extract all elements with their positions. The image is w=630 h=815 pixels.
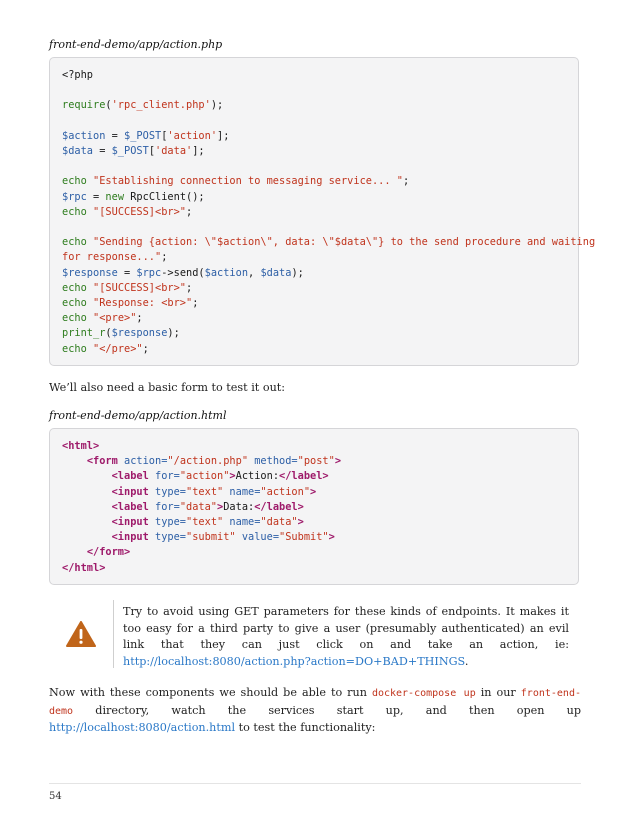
- code-token: >: [328, 531, 335, 544]
- code-token: value=: [235, 531, 280, 544]
- code-token: for=: [148, 500, 180, 513]
- code-token: <input: [111, 485, 149, 498]
- code-token: $action: [62, 129, 106, 142]
- docker-compose-code: docker-compose up: [371, 688, 476, 699]
- code-line: [62, 530, 566, 545]
- code-token: echo: [62, 312, 87, 325]
- code-token: ;: [136, 312, 143, 325]
- code-line: [62, 266, 566, 281]
- code-token: "submit": [186, 531, 236, 544]
- code-line: [62, 68, 566, 83]
- code-token: [: [148, 144, 156, 157]
- code-token: <?php: [62, 69, 93, 81]
- html-file-caption: front-end-demo/app/action.html: [49, 409, 227, 422]
- code-token: <label: [111, 500, 149, 513]
- form-intro-paragraph: We’ll also need a basic form to test it out:: [49, 381, 286, 394]
- code-line: [62, 190, 566, 205]
- code-token: ;: [402, 175, 410, 188]
- code-token: $_POST: [124, 129, 162, 142]
- code-line: [62, 159, 566, 174]
- code-token: "text": [186, 516, 224, 529]
- code-token: print_r: [62, 327, 106, 340]
- code-token: =: [117, 266, 137, 279]
- code-token: echo: [62, 236, 87, 249]
- code-token: for response...": [62, 251, 162, 264]
- code-token: >: [334, 455, 342, 468]
- code-token: >: [310, 485, 317, 498]
- code-line: [62, 281, 566, 296]
- warning-text: Try to avoid using GET parameters for these kinds of endpoints. It makes it too easy for a third party to give a user (presumably authenticated) an evil link that they can just click on and take an action, ie: http://localhost:8080/action.php?action=DO+BAD+THINGS.: [123, 605, 569, 668]
- code-token: for=: [148, 470, 180, 483]
- code-token: ->send(: [161, 266, 205, 279]
- page-number: 54: [49, 791, 62, 802]
- code-token: );: [210, 99, 224, 112]
- code-token: require: [62, 99, 106, 112]
- code-token: echo: [62, 342, 87, 355]
- warning-body: Try to avoid using GET parameters for these kinds of endpoints. It makes it too easy for a third party to give a user (presumably authenticated) an evil link that they can just click on and take an action, ie:: [123, 605, 569, 651]
- code-line: [62, 144, 566, 159]
- code-token: [62, 516, 112, 528]
- action-html-link[interactable]: http://localhost:8080/action.html: [49, 721, 236, 734]
- code-token: echo: [62, 281, 87, 294]
- warning-divider: [113, 600, 114, 668]
- code-token: name=: [223, 516, 261, 529]
- php-code-block: [49, 57, 596, 366]
- code-line: [62, 500, 566, 515]
- code-token: "action": [260, 485, 311, 498]
- code-token: "[SUCCESS]<br>": [93, 281, 187, 294]
- code-token: "data": [179, 500, 218, 513]
- code-token: [62, 501, 112, 513]
- code-token: );: [291, 266, 304, 279]
- code-token: =: [86, 190, 106, 203]
- code-token: <input: [111, 516, 149, 529]
- code-token: echo: [62, 205, 87, 218]
- code-token: "</pre>": [93, 342, 143, 355]
- code-token: ;: [192, 296, 199, 309]
- warning-triangle-icon: [66, 621, 96, 647]
- directory-code: front-end-demo: [49, 688, 581, 717]
- code-token: 'action': [167, 129, 218, 142]
- code-token: [62, 455, 87, 467]
- code-line: [62, 220, 566, 235]
- code-line: [62, 235, 596, 250]
- code-line: [62, 545, 566, 560]
- code-token: ,: [248, 266, 261, 279]
- code-token: </form>: [86, 546, 131, 559]
- code-line: [62, 326, 566, 341]
- code-token: >: [217, 500, 224, 513]
- code-line: [62, 485, 566, 500]
- code-token: ];: [217, 129, 230, 142]
- code-token: $data: [62, 144, 93, 157]
- php-file-caption: front-end-demo/app/action.php: [49, 38, 223, 51]
- code-token: name=: [223, 485, 261, 498]
- code-token: [: [161, 129, 168, 142]
- code-token: [62, 486, 112, 498]
- code-token: ;: [142, 342, 149, 355]
- code-token: "<pre>": [93, 312, 137, 325]
- code-token: );: [167, 327, 180, 340]
- code-token: RpcClient();: [124, 190, 205, 203]
- code-token: "Establishing connection to messaging service... ": [93, 175, 403, 188]
- code-token: [62, 531, 112, 543]
- code-token: "/action.php": [167, 455, 249, 468]
- code-token: type=: [148, 531, 187, 544]
- code-line: [62, 296, 566, 311]
- run-instructions-paragraph: Now with these components we should be able to run docker-compose up in our front-end-demo directory, watch the services start up, and then open up http://localhost:8080/action.html to test the functionality:: [49, 686, 581, 734]
- code-token: ;: [186, 281, 193, 294]
- code-token: [62, 546, 87, 558]
- code-token: $rpc: [136, 266, 162, 279]
- code-token: new: [105, 190, 125, 203]
- code-token: <input: [111, 531, 149, 544]
- code-token: <label: [111, 470, 149, 483]
- code-line: [62, 129, 566, 144]
- code-line: [62, 83, 566, 98]
- code-line: [62, 205, 566, 220]
- code-token: echo: [62, 296, 87, 309]
- code-token: type=: [148, 485, 187, 498]
- code-token: "action": [179, 470, 230, 483]
- code-token: "Submit": [279, 531, 329, 544]
- code-token: =: [93, 144, 112, 157]
- code-line: [62, 311, 566, 326]
- code-token: =: [105, 129, 125, 142]
- code-token: <html>: [62, 440, 100, 452]
- code-token: Action:: [235, 470, 280, 483]
- code-line: [62, 515, 566, 530]
- code-token: "Response: <br>": [93, 296, 193, 309]
- code-token: $_POST: [111, 144, 149, 157]
- code-token: ;: [161, 251, 168, 264]
- code-line: [62, 342, 566, 357]
- code-token: $response: [62, 266, 118, 279]
- code-line: [62, 469, 566, 484]
- code-token: $rpc: [62, 190, 87, 203]
- html-code-block: [49, 428, 579, 585]
- code-token: </html>: [62, 561, 106, 574]
- code-token: 'rpc_client.php': [111, 99, 211, 112]
- footer-divider: [49, 783, 581, 784]
- code-token: <form: [86, 455, 118, 468]
- code-token: method=: [248, 455, 298, 468]
- code-line: [62, 174, 566, 189]
- code-token: $data: [260, 266, 292, 279]
- code-token: </label>: [279, 470, 329, 483]
- code-line: [62, 439, 566, 454]
- code-line: [62, 561, 566, 576]
- code-token: "Sending {action: \"$action\", data: \"$data\"} to the send procedure and waiting: [93, 236, 596, 249]
- warning-callout: [49, 598, 581, 670]
- code-line: [62, 454, 566, 469]
- code-token: >: [297, 516, 304, 529]
- code-line: [62, 98, 566, 113]
- code-line: [62, 250, 566, 265]
- code-line: [62, 114, 566, 129]
- warning-link[interactable]: http://localhost:8080/action.php?action=DO+BAD+THINGS: [123, 654, 465, 668]
- code-token: [62, 470, 112, 482]
- code-token: Data:: [223, 500, 255, 513]
- code-token: >: [229, 470, 236, 483]
- code-token: ;: [186, 205, 193, 218]
- code-token: 'data': [155, 144, 193, 157]
- code-token: </label>: [254, 500, 304, 513]
- code-token: (: [105, 99, 112, 112]
- code-token: "text": [186, 485, 224, 498]
- code-token: $response: [111, 327, 168, 340]
- code-token: "data": [260, 516, 298, 529]
- code-token: ];: [192, 144, 205, 157]
- code-token: type=: [148, 516, 187, 529]
- code-token: echo: [62, 175, 87, 188]
- code-token: (: [105, 327, 112, 340]
- code-token: $action: [204, 266, 249, 279]
- code-token: action=: [117, 455, 168, 468]
- code-token: "[SUCCESS]<br>": [93, 205, 187, 218]
- code-token: "post": [297, 455, 335, 468]
